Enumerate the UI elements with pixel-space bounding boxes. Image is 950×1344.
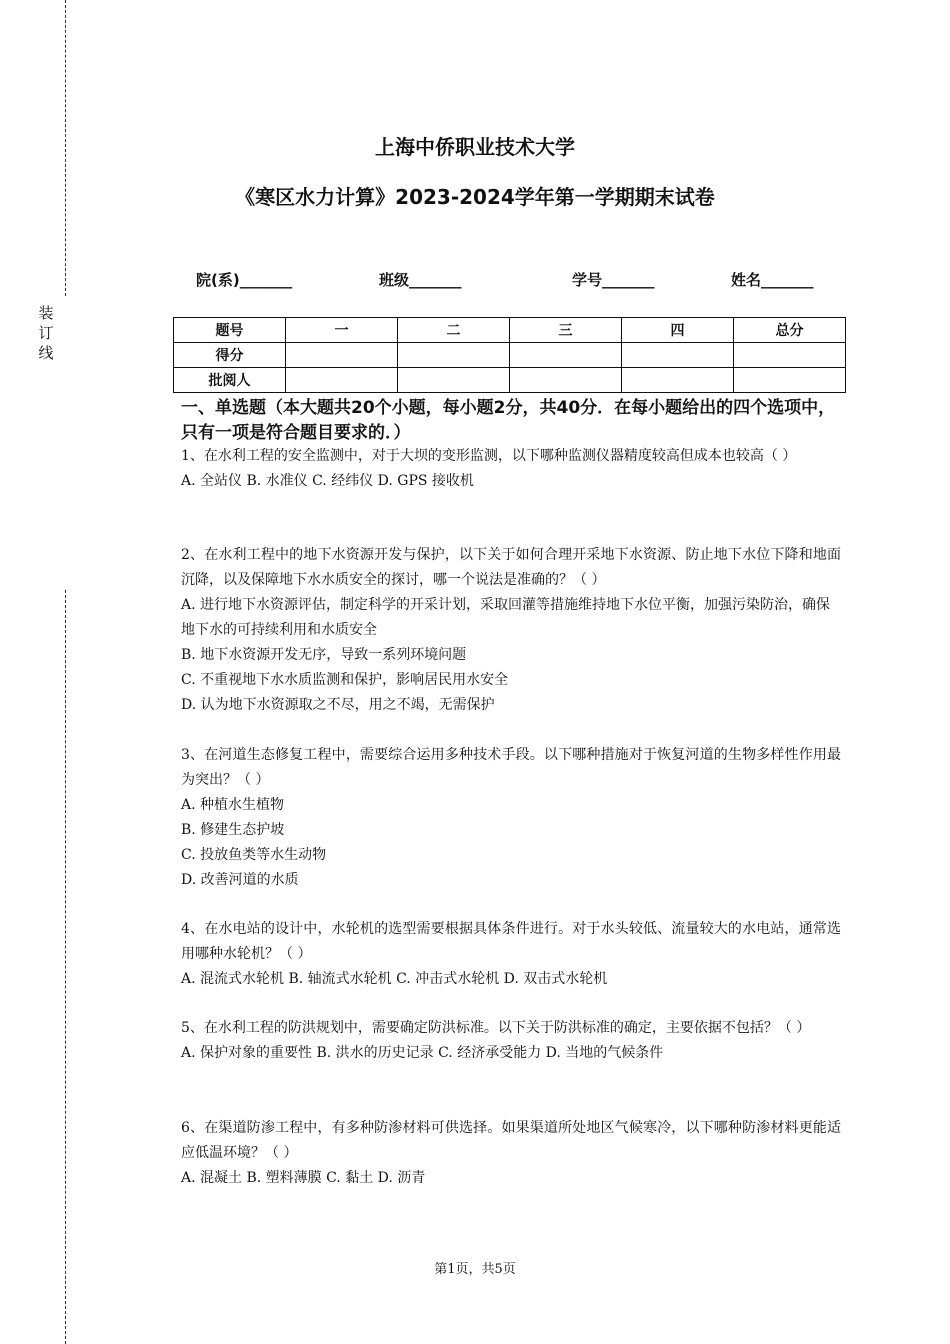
grader-cell[interactable]	[286, 368, 398, 393]
score-cell[interactable]	[734, 343, 846, 368]
score-row	[174, 343, 846, 368]
row-label: 批阅人	[174, 368, 286, 393]
score-cell[interactable]	[286, 343, 398, 368]
question-options: A. 混凝土 B. 塑料薄膜 C. 黏土 D. 沥青	[181, 1170, 426, 1186]
option-b: B. 地下水资源开发无序，导致一系列环境问题	[181, 647, 467, 663]
grader-row	[174, 368, 846, 393]
option-c: C. 投放鱼类等水生动物	[181, 847, 327, 863]
question-options: A. 全站仪 B. 水准仪 C. 经纬仪 D. GPS 接收机	[181, 473, 474, 489]
question-1	[181, 444, 841, 494]
question-stem: 6、在渠道防渗工程中，有多种防渗材料可供选择。如果渠道所处地区气候寒冷，以下哪种防渗材料更能适应低温环境？（ ）	[181, 1120, 841, 1161]
question-stem: 4、在水电站的设计中，水轮机的选型需要根据具体条件进行。对于水头较低、流量较大的水电站，通常选用哪种水轮机？（ ）	[181, 921, 841, 962]
section-1-header: 一、单选题（本大题共20个小题，每小题2分，共40分．在每小题给出的四个选项中，只有一项是符合题目要求的．）	[181, 398, 836, 443]
question-4	[181, 917, 841, 992]
score-cell[interactable]	[510, 343, 622, 368]
question-options: A. 混流式水轮机 B. 轴流式水轮机 C. 冲击式水轮机 D. 双击式水轮机	[181, 971, 608, 987]
page-footer: 第1页，共5页	[434, 1262, 516, 1277]
question-stem: 2、在水利工程中的地下水资源开发与保护，以下关于如何合理开采地下水资源、防止地下水位下降和地面沉降，以及保障地下水水质安全的探讨，哪一个说法是准确的？（ ）	[181, 547, 841, 588]
header-cell: 三	[510, 318, 622, 343]
option-a: A. 种植水生植物	[181, 797, 285, 813]
option-c: C. 不重视地下水水质监测和保护，影响居民用水安全	[181, 672, 509, 688]
score-cell[interactable]	[622, 343, 734, 368]
score-table-header-row	[174, 318, 846, 343]
row-label: 得分	[174, 343, 286, 368]
score-table	[173, 317, 846, 393]
grader-cell[interactable]	[734, 368, 846, 393]
class-field: 班级_______	[379, 271, 462, 289]
student-info-row	[0, 269, 950, 293]
name-field: 姓名_______	[731, 271, 814, 289]
score-cell[interactable]	[398, 343, 510, 368]
question-6	[181, 1116, 841, 1191]
header-cell: 二	[398, 318, 510, 343]
question-stem: 1、在水利工程的安全监测中，对于大坝的变形监测，以下哪种监测仪器精度较高但成本也较高（ ）	[181, 448, 797, 464]
department-field: 院(系)_______	[196, 271, 293, 289]
question-2	[181, 543, 841, 718]
header-cell: 一	[286, 318, 398, 343]
header-cell: 四	[622, 318, 734, 343]
grader-cell[interactable]	[398, 368, 510, 393]
header-cell: 题号	[174, 318, 286, 343]
question-stem: 3、在河道生态修复工程中，需要综合运用多种技术手段。以下哪种措施对于恢复河道的生物多样性作用最为突出？（ ）	[181, 747, 841, 788]
option-b: B. 修建生态护坡	[181, 822, 285, 838]
student-id-field: 学号_______	[572, 271, 655, 289]
grader-cell[interactable]	[510, 368, 622, 393]
question-5	[181, 1016, 841, 1066]
option-d: D. 认为地下水资源取之不尽，用之不竭，无需保护	[181, 697, 495, 713]
question-stem: 5、在水利工程的防洪规划中，需要确定防洪标准。以下关于防洪标准的确定，主要依据不包括？（ ）	[181, 1020, 811, 1036]
exam-title: 《寒区水力计算》2023-2024学年第一学期期末试卷	[235, 185, 715, 209]
option-a: A. 进行地下水资源评估，制定科学的开采计划，采取回灌等措施维持地下水位平衡，加强污染防治，确保地下水的可持续利用和水质安全	[181, 597, 831, 638]
binding-label: 装订线	[38, 304, 54, 362]
header-cell: 总分	[734, 318, 846, 343]
question-3	[181, 743, 841, 893]
binding-line-bottom	[65, 590, 66, 1344]
grader-cell[interactable]	[622, 368, 734, 393]
question-options: A. 保护对象的重要性 B. 洪水的历史记录 C. 经济承受能力 D. 当地的气候条件	[181, 1045, 664, 1061]
option-d: D. 改善河道的水质	[181, 872, 299, 888]
university-title: 上海中侨职业技术大学	[375, 135, 575, 159]
